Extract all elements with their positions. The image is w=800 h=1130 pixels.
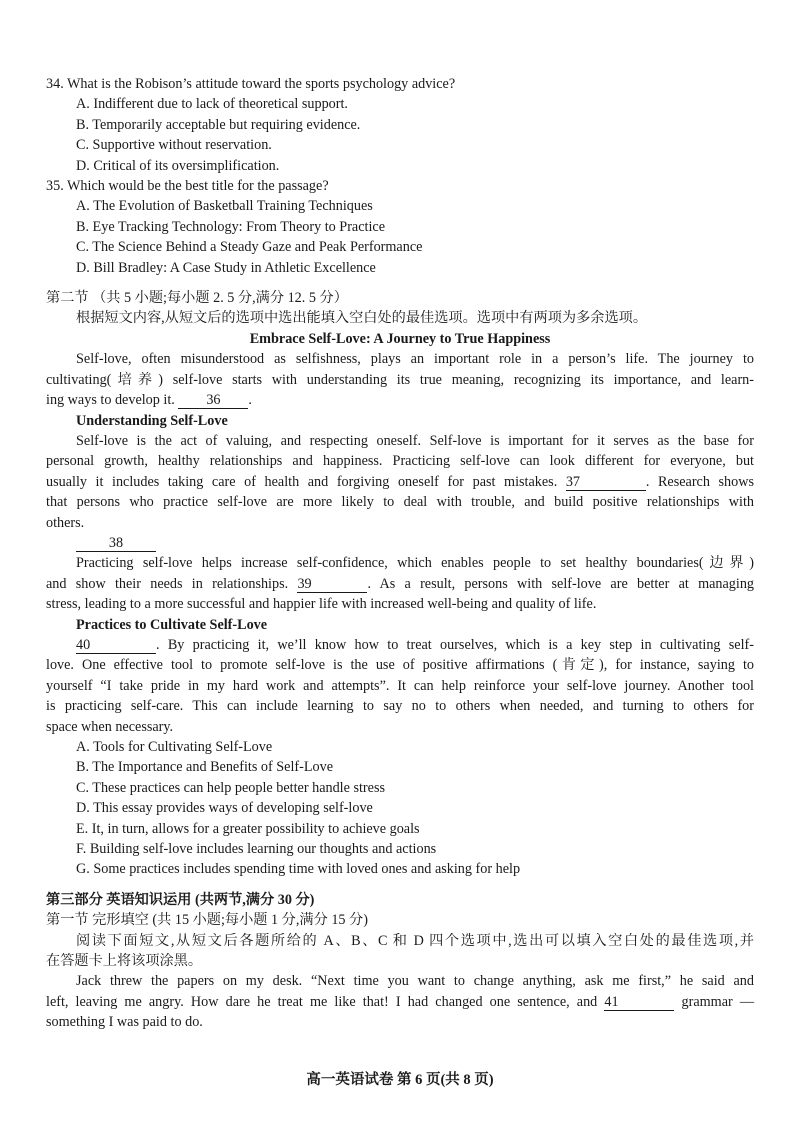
text-fragment: left, leaving me angry. How dare he treat me like that! I had changed one sentence, and (46, 993, 598, 1010)
text-line: stress, leading to a more successful and happier life with increased well-being and quality of life. (46, 596, 597, 613)
text-line: is practicing self-care. This can include learning to say no to others when needed, and turning to others for (46, 698, 754, 715)
passage-line: something I was paid to do. (46, 1014, 203, 1031)
text-line (46, 574, 754, 594)
option-d: D. Bill Bradley: A Case Study in Athletic Excellence (76, 259, 376, 276)
option-c: C. The Science Behind a Steady Gaze and Peak Performance (76, 239, 423, 256)
blank-38[interactable]: 38 (76, 535, 156, 552)
option-g: G. Some practices includes spending time with loved ones and asking for help (76, 861, 521, 878)
instruction-line: 阅读下面短文,从短文后各题所给的 A、B、C 和 D 四个选项中,选出可以填入空白处的最佳选项,并 (76, 932, 754, 949)
option-a: A. Tools for Cultivating Self-Love (76, 739, 273, 755)
paragraph-understanding (46, 431, 754, 533)
text-line: personal growth, healthy relationships and happiness. Practicing self-love can look different for everyone, but (46, 453, 754, 470)
text-fragment: ing ways to develop it. (46, 392, 175, 409)
text-line (46, 635, 754, 655)
text-line: yourself “I take pride in my hard work and attempts”. It can help reinforce your self-love journey. Another tool (46, 677, 754, 694)
passage-title: Embrace Self-Love: A Journey to True Happiness (249, 330, 551, 347)
question-stem: 35. Which would be the best title for the passage? (46, 178, 329, 195)
question-stem: 34. What is the Robison’s attitude toward the sports psychology advice? (46, 76, 456, 92)
text-line: space when necessary. (46, 718, 174, 735)
option-a: A. Indifferent due to lack of theoretical support. (76, 96, 348, 113)
intro-paragraph (46, 349, 754, 410)
heading-blank-line (46, 533, 754, 553)
text-fragment: . Research shows (645, 473, 754, 490)
option-b: B. Temporarily acceptable but requiring evidence. (76, 116, 361, 133)
text-fragment: grammar — (681, 993, 755, 1010)
option-c: C. These practices can help people better handle stress (76, 779, 385, 796)
section-instruction: 根据短文内容,从短文后的选项中选出能填入空白处的最佳选项。选项中有两项为多余选项。 (76, 310, 648, 327)
text-fragment: and show their needs in relationships. (46, 575, 289, 592)
option-f: F. Building self-love includes learning our thoughts and actions (76, 841, 437, 858)
blank-37[interactable]: 37 (566, 474, 646, 491)
page-footer: 高一英语试卷 第 6 页(共 8 页) (306, 1072, 494, 1088)
text-line: Self-love is the act of valuing, and respecting oneself. Self-love is important for it serves as the base for (76, 432, 754, 449)
text-line: that persons who practice self-love are more likely to deal with trouble, and build positive relationships with (46, 494, 754, 511)
option-d: D. This essay provides ways of developing self-love (76, 800, 373, 817)
text-line: cultivating(培养) self-love starts with understanding its true meaning, recognizing its importance, and learn- (46, 371, 754, 388)
passage-line (46, 992, 754, 1012)
option-b: B. The Importance and Benefits of Self-Love (76, 759, 334, 776)
paragraph-benefits (46, 553, 754, 614)
blank-36[interactable]: 36 (178, 392, 248, 409)
blank-39[interactable]: 39 (297, 576, 367, 593)
option-e: E. It, in turn, allows for a greater possibility to achieve goals (76, 820, 420, 837)
text-fragment: . As a result, persons with self-love are better at managing (367, 575, 755, 592)
answer-options (46, 737, 754, 880)
part-header: 第三部分 英语知识运用 (共两节,满分 30 分) (46, 891, 315, 908)
option-d: D. Critical of its oversimplification. (76, 157, 280, 174)
option-c: C. Supportive without reservation. (76, 137, 272, 154)
instruction-line: 在答题卡上将该项涂黑。 (46, 953, 203, 970)
option-a: A. The Evolution of Basketball Training Techniques (76, 198, 373, 215)
text-line: Self-love, often misunderstood as selfishness, plays an important role in a person’s life. The journey to (76, 351, 754, 368)
text-line: others. (46, 514, 85, 531)
page-content (46, 74, 754, 1033)
passage-line: Jack threw the papers on my desk. “Next time you want to change anything, ask me first,” he said and (76, 973, 754, 990)
text-fragment: . By practicing it, we’ll know how to treat ourselves, which is a key step in cultivating self- (156, 636, 754, 653)
section-2 (46, 288, 754, 880)
subheading-practices: Practices to Cultivate Self-Love (76, 616, 268, 633)
blank-40[interactable]: 40 (76, 637, 156, 654)
text-line (46, 472, 754, 492)
sub-header: 第一节 完形填空 (共 15 小题;每小题 1 分,满分 15 分) (46, 912, 368, 929)
question-35 (46, 176, 754, 278)
text-fragment: . (248, 392, 252, 409)
paragraph-practices (46, 635, 754, 737)
part-3 (46, 890, 754, 1033)
blank-41[interactable]: 41 (604, 994, 674, 1011)
text-line: love. One effective tool to promote self-love is the use of positive affirmations (肯定), for instance, saying to (46, 657, 754, 674)
option-b: B. Eye Tracking Technology: From Theory to Practice (76, 218, 385, 235)
text-line: Practicing self-love helps increase self-confidence, which enables people to set healthy boundaries(边界) (76, 555, 754, 572)
text-line (46, 390, 754, 410)
question-34 (46, 74, 754, 176)
text-fragment: usually it includes taking care of health and forgiving oneself for past mistakes. (46, 473, 558, 490)
section-header: 第二节 （共 5 小题;每小题 2. 5 分,满分 12. 5 分） (46, 290, 348, 307)
subheading-understanding: Understanding Self-Love (76, 412, 228, 429)
